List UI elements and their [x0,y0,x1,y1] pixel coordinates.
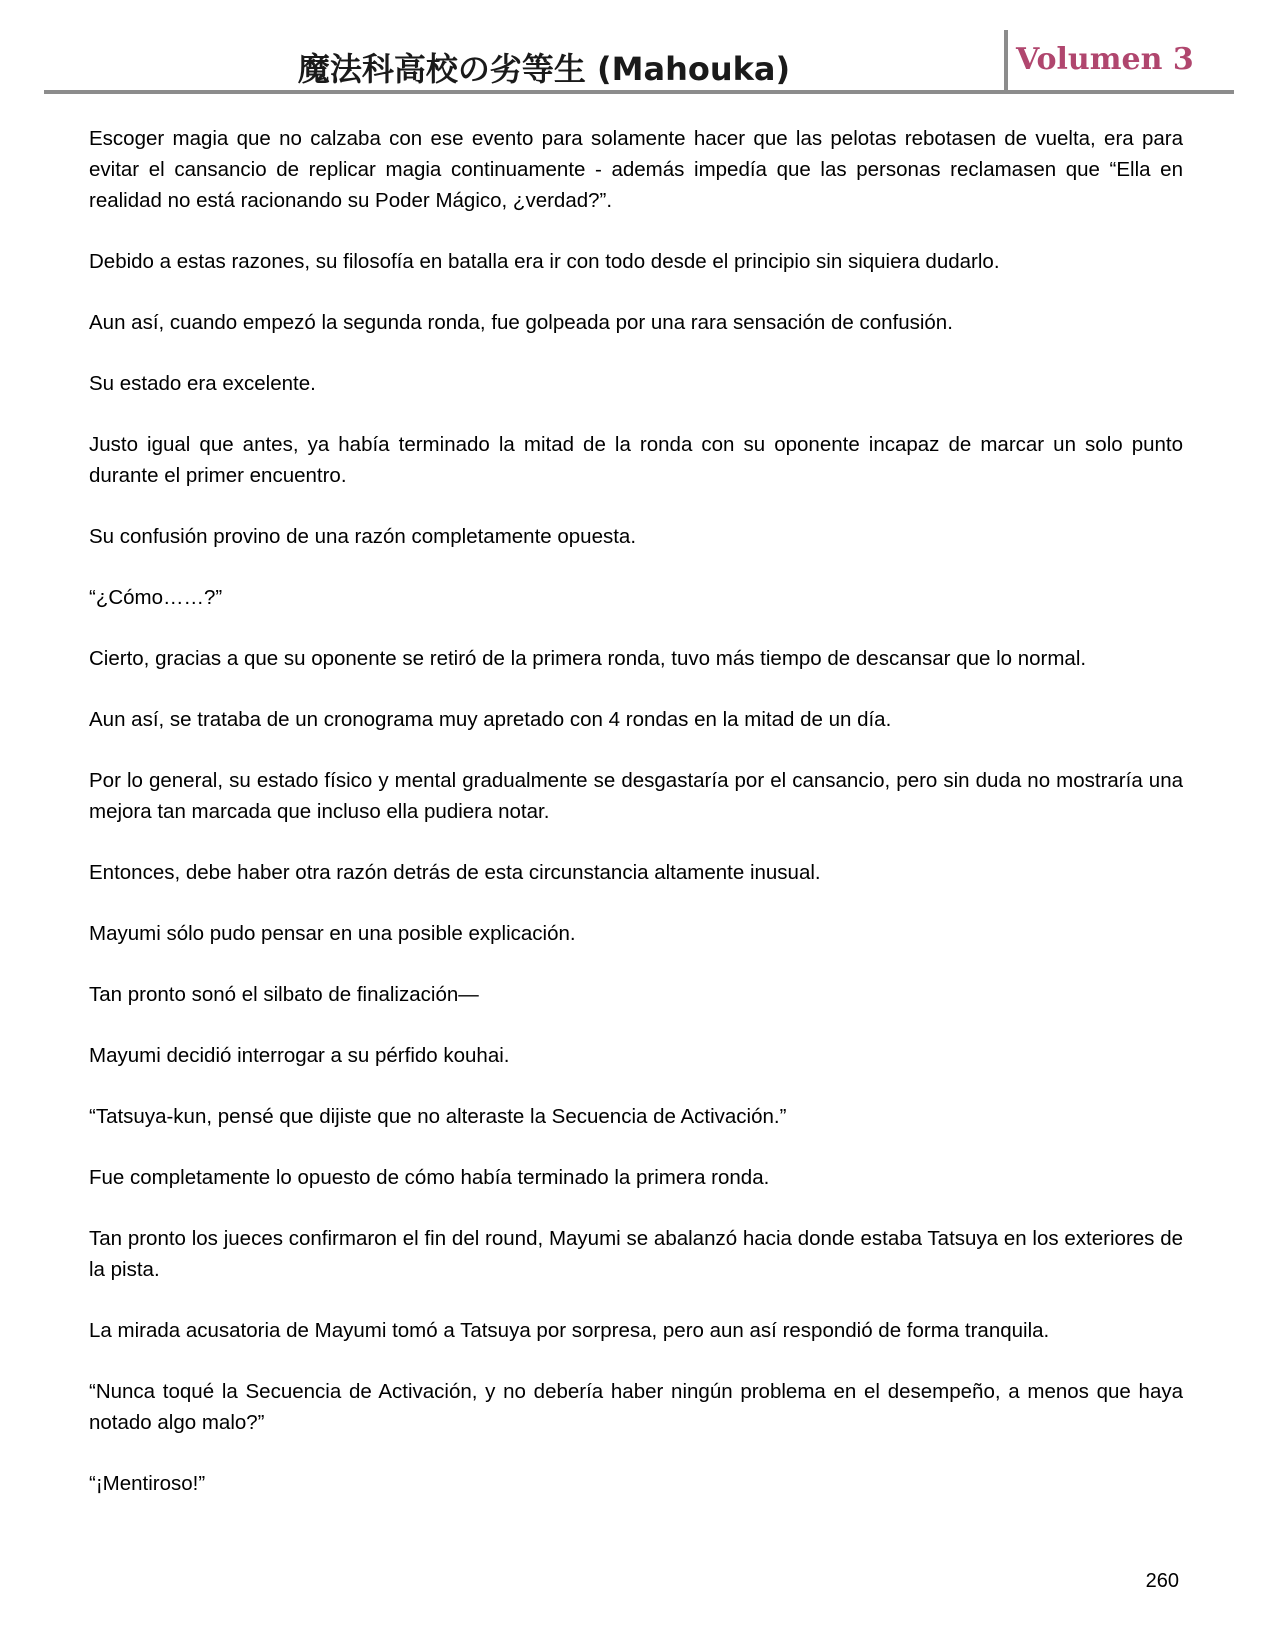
paragraph: Justo igual que antes, ya había terminado la mitad de la ronda con su oponente incapaz de marcar un solo punto durante el primer encuentro. [89,433,1183,487]
paragraph: Escoger magia que no calzaba con ese evento para solamente hacer que las pelotas rebotasen de vuelta, era para evitar el cansancio de replicar magia continuamente - además impedía que las personas reclamasen que “Ella en realidad no está racionando su Poder Mágico, ¿verdad?”. [89,127,1183,212]
paragraph: “¿Cómo……?” [89,586,223,609]
paragraph: Tan pronto sonó el silbato de finalización— [89,983,479,1006]
paragraph: Aun así, se trataba de un cronograma muy apretado con 4 rondas en la mitad de un día. [89,708,892,731]
paragraph: “Nunca toqué la Secuencia de Activación, y no debería haber ningún problema en el desempeño, a menos que haya notado algo malo?” [89,1380,1183,1434]
header-vertical-divider [1004,30,1008,92]
paragraph: Fue completamente lo opuesto de cómo había terminado la primera ronda. [89,1166,770,1189]
paragraph: Tan pronto los jueces confirmaron el fin del round, Mayumi se abalanzó hacia donde estaba Tatsuya en los exteriores de la pista. [89,1227,1183,1281]
paragraph: Cierto, gracias a que su oponente se retiró de la primera ronda, tuvo más tiempo de descansar que lo normal. [89,647,1087,670]
paragraph: Por lo general, su estado físico y mental gradualmente se desgastaría por el cansancio, pero sin duda no mostraría una mejora tan marcada que incluso ella pudiera notar. [89,769,1183,823]
paragraph: “Tatsuya-kun, pensé que dijiste que no alteraste la Secuencia de Activación.” [89,1105,787,1128]
paragraph: “¡Mentiroso!” [89,1472,206,1495]
paragraph: Mayumi decidió interrogar a su pérfido kouhai. [89,1044,510,1067]
body-text [89,123,1183,1529]
header-horizontal-rule [44,90,1234,94]
header-title: 魔法科高校の劣等生 (Mahouka) [297,50,791,88]
page-number: 260 [1145,1570,1179,1592]
paragraph: Aun así, cuando empezó la segunda ronda, fue golpeada por una rara sensación de confusión. [89,311,953,334]
paragraph: Su estado era excelente. [89,372,316,395]
header-volume-label: Volumen 3 [1016,42,1194,77]
paragraph: Mayumi sólo pudo pensar en una posible explicación. [89,922,576,945]
paragraph: Debido a estas razones, su filosofía en batalla era ir con todo desde el principio sin siquiera dudarlo. [89,250,1000,273]
paragraph: Su confusión provino de una razón completamente opuesta. [89,525,637,548]
paragraph: La mirada acusatoria de Mayumi tomó a Tatsuya por sorpresa, pero aun así respondió de forma tranquila. [89,1319,1050,1342]
paragraph: Entonces, debe haber otra razón detrás de esta circunstancia altamente inusual. [89,861,821,884]
page-header [44,26,1234,96]
